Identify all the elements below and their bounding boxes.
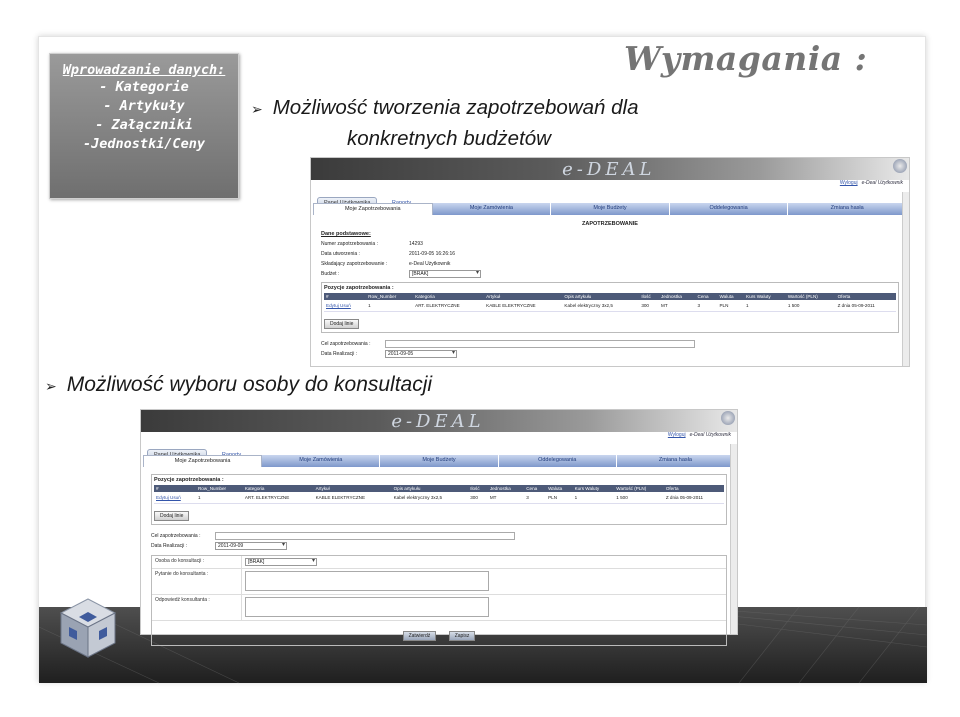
table-header	[154, 485, 724, 492]
user-line	[141, 432, 737, 443]
tab-delegations[interactable]: Oddelegowania	[499, 455, 617, 467]
screenshot-requisition-form	[310, 157, 910, 367]
cube-logo-icon	[53, 593, 123, 663]
consult-form	[141, 467, 737, 650]
table-cell: 300	[468, 492, 488, 503]
positions-panel	[321, 282, 899, 333]
logout-link[interactable]: Wyloguj	[839, 180, 858, 186]
budget-label: Budżet :	[321, 271, 340, 277]
current-user: e-Deal Użytkownik	[689, 432, 731, 438]
answer-textarea[interactable]	[245, 597, 489, 617]
date-label: Data Realizacji :	[321, 350, 358, 357]
col-header: #	[154, 485, 196, 492]
app-emblem-icon	[893, 159, 907, 173]
positions-heading: Pozycje zapotrzebowania :	[324, 285, 394, 291]
scrollbar[interactable]	[902, 192, 909, 366]
positions-heading: Pozycje zapotrzebowania :	[154, 477, 224, 483]
table-cell: Kabel elektryczny 3x2,5	[562, 300, 639, 311]
logout-link[interactable]: Wyloguj	[667, 432, 686, 438]
table-cell: PLN	[546, 492, 572, 503]
table-cell: 1	[573, 492, 615, 503]
col-header: Kurs Waluty	[744, 293, 786, 300]
field-label: Numer zapotrzebowania :	[321, 241, 378, 247]
data-entry-info-box	[49, 53, 239, 199]
field-row	[321, 259, 899, 269]
bullet-text-line2: konkretnych budżetów	[347, 127, 551, 150]
budget-select[interactable]: [BRAK] ▾	[409, 270, 481, 278]
col-header: #	[324, 293, 366, 300]
question-value-cell	[242, 569, 492, 594]
goal-row	[321, 339, 899, 349]
col-header: Waluta	[546, 485, 572, 492]
subtabs	[141, 443, 737, 455]
consultant-value-cell	[242, 556, 320, 568]
consultant-select[interactable]: [BRAK] ▾	[245, 558, 317, 566]
answer-row	[152, 595, 726, 621]
table-cell: MT	[488, 492, 524, 503]
answer-label: Odpowiedź konsultanta :	[152, 595, 242, 620]
consultant-row	[152, 556, 726, 569]
basic-data-heading: Dane podstawowe:	[321, 231, 371, 237]
info-item-articles: - Artykuły	[103, 98, 185, 114]
table-cell: 3	[696, 300, 718, 311]
tab-delegations[interactable]: Oddelegowania	[670, 203, 789, 215]
col-header: Kategoria	[243, 485, 314, 492]
form-title: ZAPOTRZEBOWANIE	[582, 221, 638, 227]
current-user: e-Deal Użytkownik	[861, 180, 903, 186]
presentation-slide	[38, 36, 926, 682]
consultant-label: Osoba do konsultacji :	[152, 556, 242, 568]
answer-value-cell	[242, 595, 492, 620]
field-row	[321, 239, 899, 249]
col-header: Kategoria	[413, 293, 484, 300]
field-label: Składający zapotrzebowanie :	[321, 261, 388, 267]
date-label: Data Realizacji :	[151, 542, 188, 549]
col-header: Waluta	[717, 293, 744, 300]
edit-delete-links[interactable]: Edytuj Usuń	[324, 300, 366, 311]
table-cell: KABLE ELEKTRYCZNE	[484, 300, 562, 311]
col-header: Ilość	[639, 293, 659, 300]
approve-button[interactable]: Zatwierdź	[403, 631, 437, 641]
goal-label: Cel zapotrzebowania :	[151, 532, 201, 539]
field-value: 14293	[409, 241, 423, 247]
question-textarea[interactable]	[245, 571, 489, 591]
col-header: Cena	[696, 293, 718, 300]
main-nav	[143, 455, 735, 467]
budget-row	[321, 269, 899, 279]
goal-row	[151, 531, 727, 541]
table-cell: ART. ELEKTRYCZNE	[243, 492, 314, 503]
col-header: Jednostka	[488, 485, 524, 492]
table-header	[324, 293, 896, 300]
app-emblem-icon	[721, 411, 735, 425]
app-banner	[311, 158, 909, 180]
bullet-text: Możliwość wyboru osoby do konsultacji	[66, 373, 433, 396]
col-header: Row_Number	[196, 485, 243, 492]
app-logo: e-DEAL	[391, 411, 485, 432]
table-row	[154, 492, 724, 503]
col-header: Wartość (PLN)	[786, 293, 836, 300]
tab-requisitions[interactable]: Moje Zapotrzebowania	[143, 455, 262, 467]
table-cell: PLN	[717, 300, 744, 311]
col-header: Ilość	[468, 485, 488, 492]
table-row	[324, 300, 896, 311]
info-item-categories: - Kategorie	[99, 79, 189, 95]
bullet-budgets	[251, 93, 639, 153]
table-cell: 3	[524, 492, 546, 503]
table-cell: ART. ELEKTRYCZNE	[413, 300, 484, 311]
app-logo: e-DEAL	[562, 159, 656, 180]
date-select[interactable]: 2011-09-05 ▾	[385, 350, 457, 358]
col-header: Kurs Waluty	[573, 485, 615, 492]
slide-title: Wymagania :	[624, 39, 868, 78]
table-cell: 1	[366, 300, 413, 311]
col-header: Jednostka	[659, 293, 696, 300]
consultation-panel	[151, 555, 727, 646]
col-header: Artykuł	[484, 293, 562, 300]
tab-budgets[interactable]: Moje Budżety	[380, 455, 498, 467]
goal-label: Cel zapotrzebowania :	[321, 340, 371, 347]
table-cell: 1 500	[786, 300, 836, 311]
subtabs	[311, 191, 909, 203]
col-header: Cena	[524, 485, 546, 492]
bullet-arrow-icon: ➢	[251, 101, 263, 117]
app-banner	[141, 410, 737, 432]
date-row	[321, 349, 899, 359]
tab-change-password[interactable]: Zmiana hasła	[788, 203, 907, 215]
field-row	[321, 249, 899, 259]
col-header: Opis artykułu	[392, 485, 469, 492]
add-line-button[interactable]: Dodaj linie	[154, 511, 189, 521]
table-cell: Z dnia 05-09-2011	[664, 492, 724, 503]
edit-delete-links[interactable]: Edytuj Usuń	[154, 492, 196, 503]
col-header: Wartość (PLN)	[614, 485, 664, 492]
tab-budgets[interactable]: Moje Budżety	[551, 203, 670, 215]
save-button[interactable]: Zapisz	[449, 631, 476, 641]
tab-change-password[interactable]: Zmiana hasła	[617, 455, 735, 467]
table-cell: Kabel elektryczny 3x2,5	[392, 492, 469, 503]
screenshot-consultant-form	[140, 409, 738, 639]
table-cell: KABLE ELEKTRYCZNE	[314, 492, 392, 503]
col-header: Oferta	[836, 293, 896, 300]
table-cell: 1	[744, 300, 786, 311]
main-nav	[313, 203, 907, 215]
col-header: Oferta	[664, 485, 724, 492]
goal-input[interactable]	[385, 340, 695, 348]
date-row	[151, 541, 727, 551]
table-cell: MT	[659, 300, 696, 311]
tab-orders[interactable]: Moje Zamówienia	[433, 203, 552, 215]
table-cell: 1 500	[614, 492, 664, 503]
positions-table	[324, 293, 896, 312]
scrollbar[interactable]	[730, 444, 737, 634]
user-line	[311, 180, 909, 191]
info-item-units-prices: -Jednostki/Ceny	[83, 136, 205, 152]
field-value: 2011-09-05 16:26:16	[409, 251, 456, 257]
tab-requisitions[interactable]: Moje Zapotrzebowania	[313, 203, 433, 215]
col-header: Artykuł	[314, 485, 392, 492]
field-label: Data utworzenia :	[321, 251, 360, 257]
tab-orders[interactable]: Moje Zamówienia	[262, 455, 380, 467]
requisition-form	[311, 215, 909, 363]
field-value: e-Deal Użytkownik	[409, 261, 451, 267]
bullet-consultant	[45, 373, 432, 397]
col-header: Row_Number	[366, 293, 413, 300]
add-line-button[interactable]: Dodaj linie	[324, 319, 359, 329]
info-box-heading: Wprowadzanie danych:	[62, 62, 226, 78]
positions-table	[154, 485, 724, 504]
table-cell: 300	[639, 300, 659, 311]
table-cell: 1	[196, 492, 243, 503]
goal-input[interactable]	[215, 532, 515, 540]
bullet-text-line1: Możliwość tworzenia zapotrzebowań dla	[272, 96, 639, 119]
form-buttons	[152, 621, 726, 645]
question-label: Pytanie do konsultanta :	[152, 569, 242, 594]
question-row	[152, 569, 726, 595]
date-select[interactable]: 2011-09-09 ▾	[215, 542, 287, 550]
bullet-arrow-icon: ➢	[45, 378, 57, 394]
info-item-attachments: - Załączniki	[95, 117, 193, 133]
col-header: Opis artykułu	[562, 293, 639, 300]
positions-panel	[151, 474, 727, 525]
table-cell: Z dnia 05-09-2011	[836, 300, 896, 311]
